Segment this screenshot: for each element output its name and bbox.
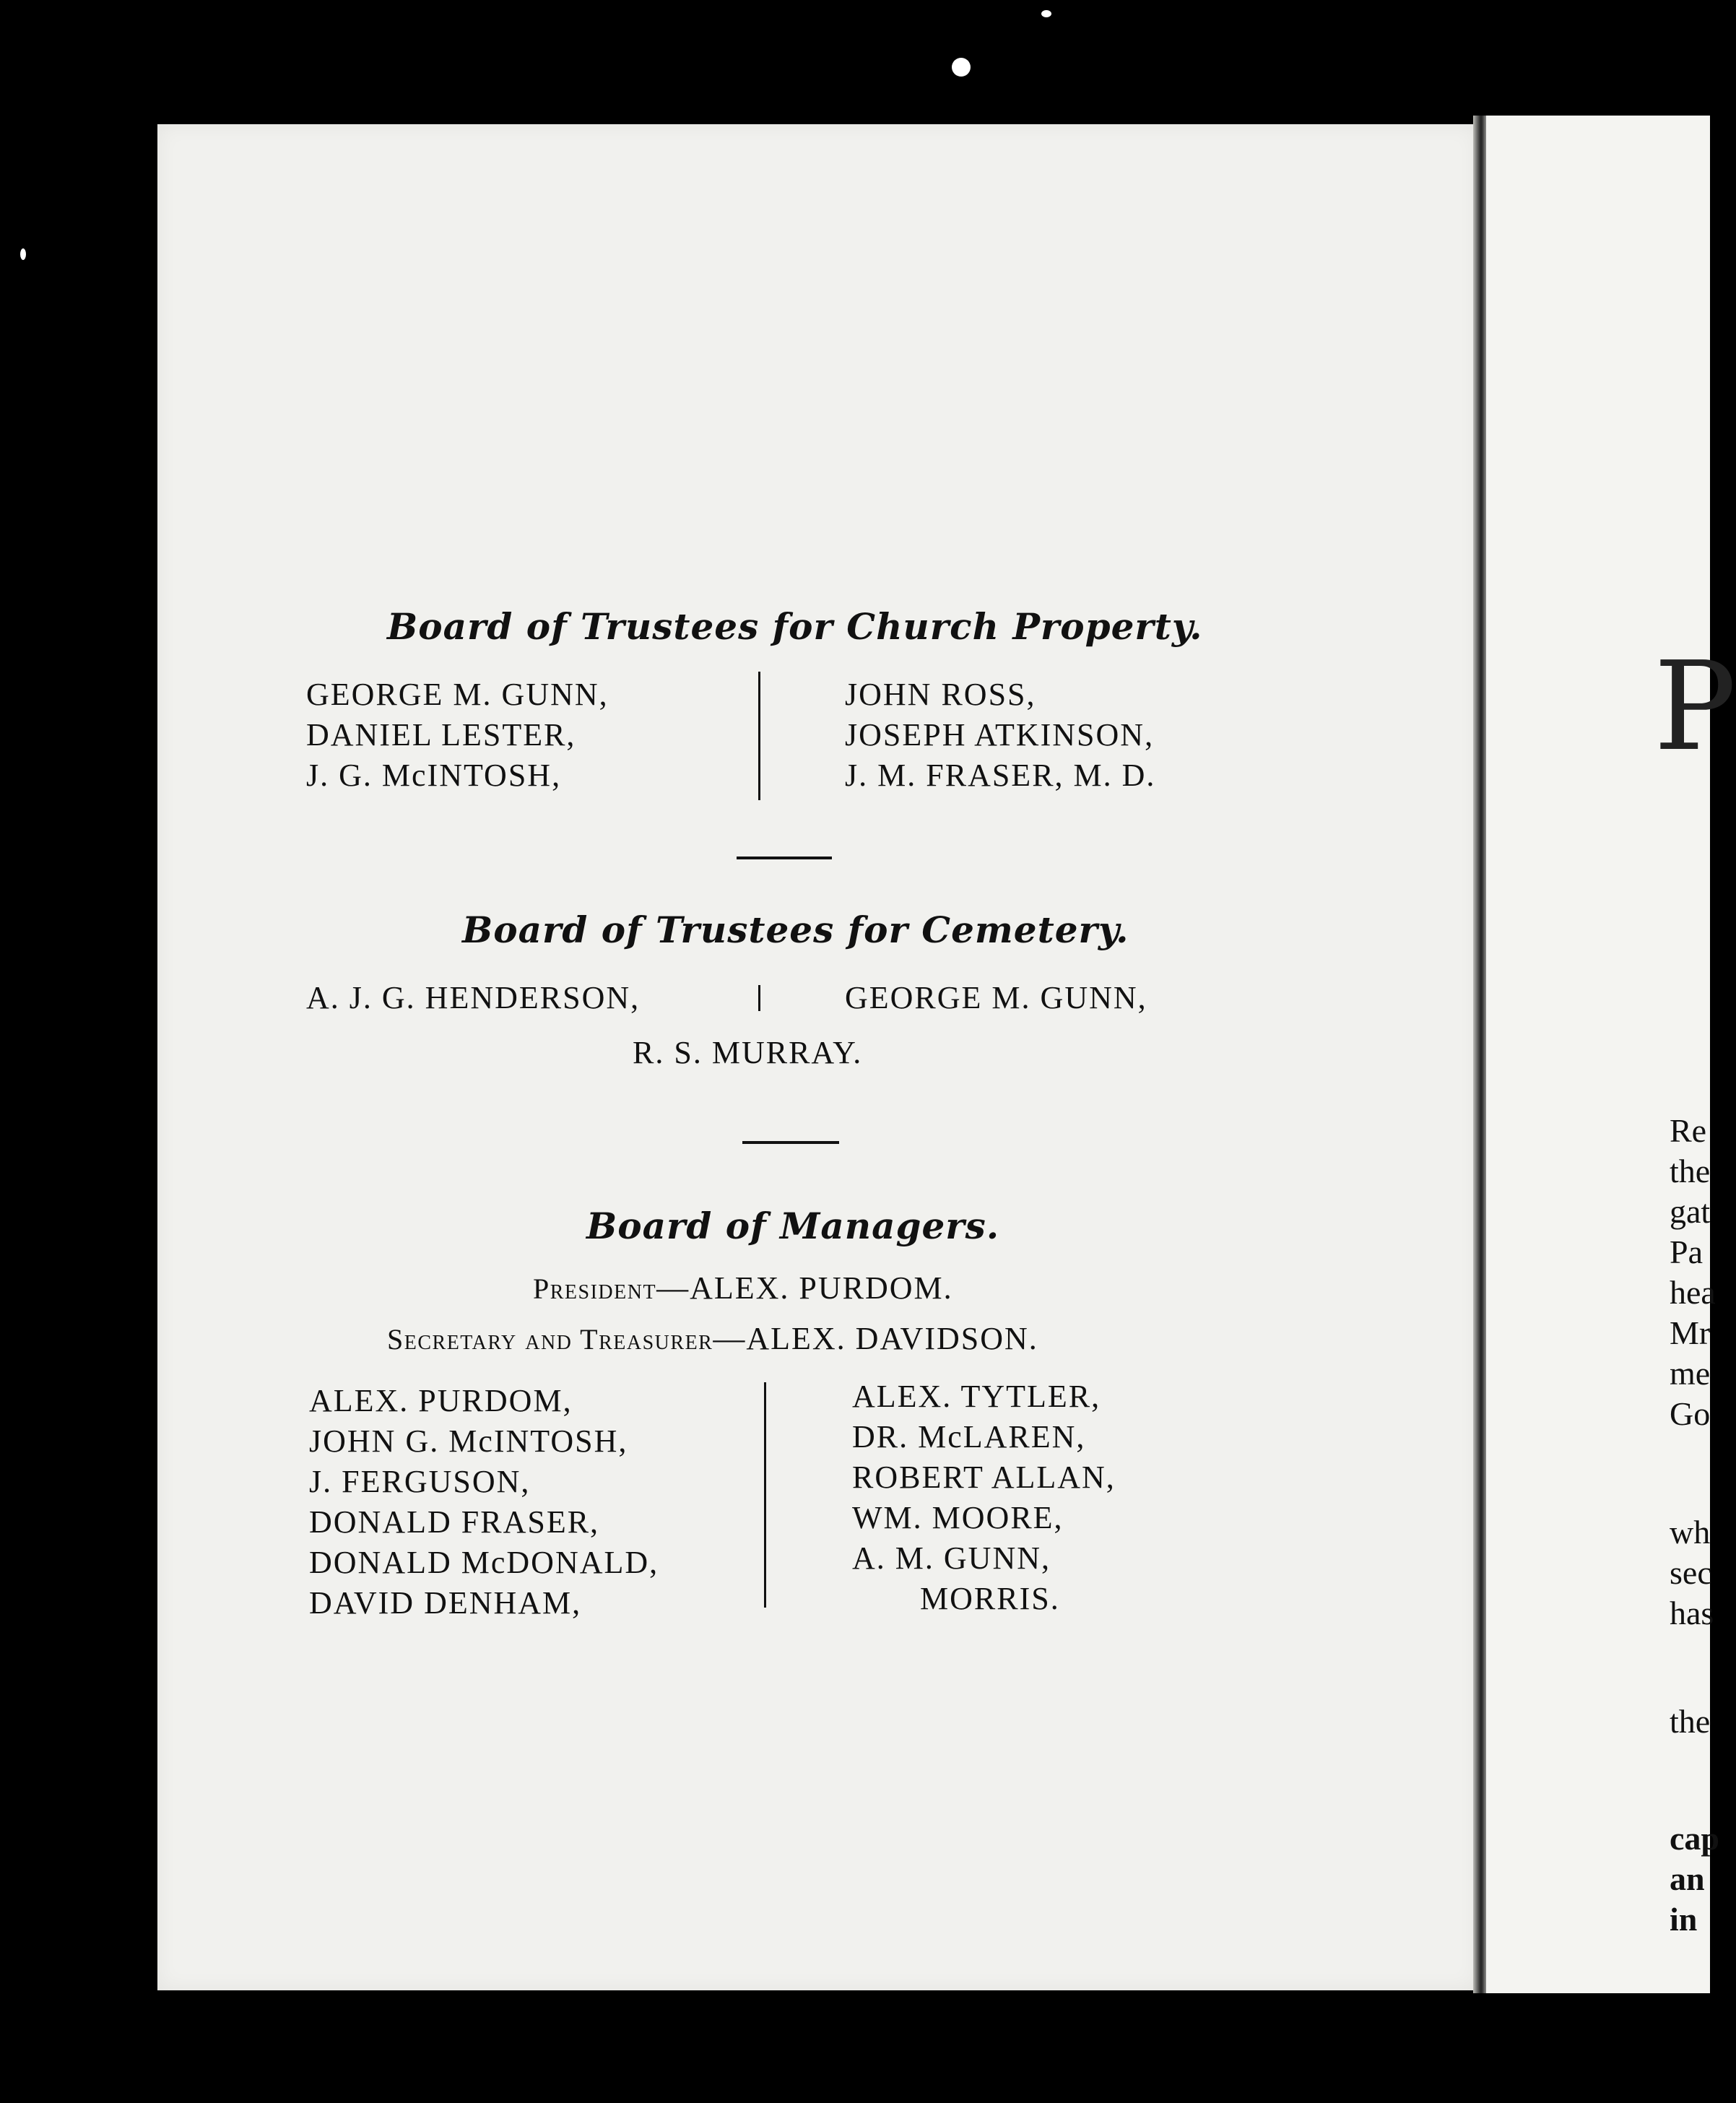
text-fragment: sec [1670,1554,1712,1591]
president-label: President [533,1272,657,1305]
text-fragment: wh [1670,1514,1711,1551]
secretary-label: Secretary and Treasurer [387,1323,713,1356]
text-fragment: hea [1670,1274,1716,1311]
manager-name: DONALD FRASER, [309,1504,600,1540]
secretary-line [387,1320,1038,1357]
dust-speck [1041,10,1051,17]
trustee-name: J. G. McINTOSH, [306,758,562,793]
trustee-name: J. M. FRASER, M. D. [845,758,1156,793]
text-fragment: Go [1670,1395,1711,1432]
column-divider [764,1382,766,1608]
text-fragment: Re [1670,1112,1707,1149]
column-divider [758,672,760,800]
trustee-name: R. S. MURRAY. [633,1035,863,1070]
text-fragment: has [1670,1595,1714,1631]
trustee-name: JOHN ROSS, [845,677,1036,712]
manager-name: ALEX. TYTLER, [852,1379,1101,1414]
text-fragment: me [1670,1355,1711,1392]
text-fragment: the [1670,1703,1711,1740]
text-fragment: Pa [1670,1233,1703,1270]
trustee-name: GEORGE M. GUNN, [845,980,1147,1015]
president-line [533,1270,953,1306]
church-trustees-heading: Board of Trustees for Church Property. [387,605,1203,648]
manager-name: MORRIS. [920,1581,1060,1616]
dust-speck [20,248,26,260]
trustee-name: JOSEPH ATKINSON, [845,717,1155,753]
text-fragment: the [1670,1153,1711,1189]
text-fragment: an [1670,1860,1705,1897]
manager-name: DR. McLAREN, [852,1419,1086,1454]
trustee-name: A. J. G. HENDERSON, [306,980,641,1015]
cemetery-trustees-heading: Board of Trustees for Cemetery. [462,909,1129,951]
secretary-name: —ALEX. DAVIDSON. [713,1321,1038,1356]
manager-name: WM. MOORE, [852,1500,1064,1535]
text-fragment: cap [1670,1820,1719,1857]
manager-name: JOHN G. McINTOSH, [309,1423,628,1459]
text-fragment: Mr [1670,1314,1711,1351]
manager-name: J. FERGUSON, [309,1464,531,1499]
trustee-name: GEORGE M. GUNN, [306,677,609,712]
decorative-initial: P [1654,636,1736,779]
manager-name: DAVID DENHAM, [309,1585,582,1621]
manager-name: DONALD McDONALD, [309,1545,659,1580]
president-name: —ALEX. PURDOM. [656,1270,953,1306]
manager-name: ALEX. PURDOM, [309,1383,573,1418]
text-fragment: in [1670,1901,1698,1938]
dust-speck [952,58,971,77]
manager-name: ROBERT ALLAN, [852,1460,1116,1495]
manager-name: A. M. GUNN, [852,1540,1051,1576]
managers-heading: Board of Managers. [586,1205,1000,1247]
section-separator [742,1141,839,1144]
section-separator [737,857,832,859]
trustee-name: DANIEL LESTER, [306,717,576,753]
text-fragment: gat [1670,1193,1711,1230]
column-divider [758,985,760,1011]
